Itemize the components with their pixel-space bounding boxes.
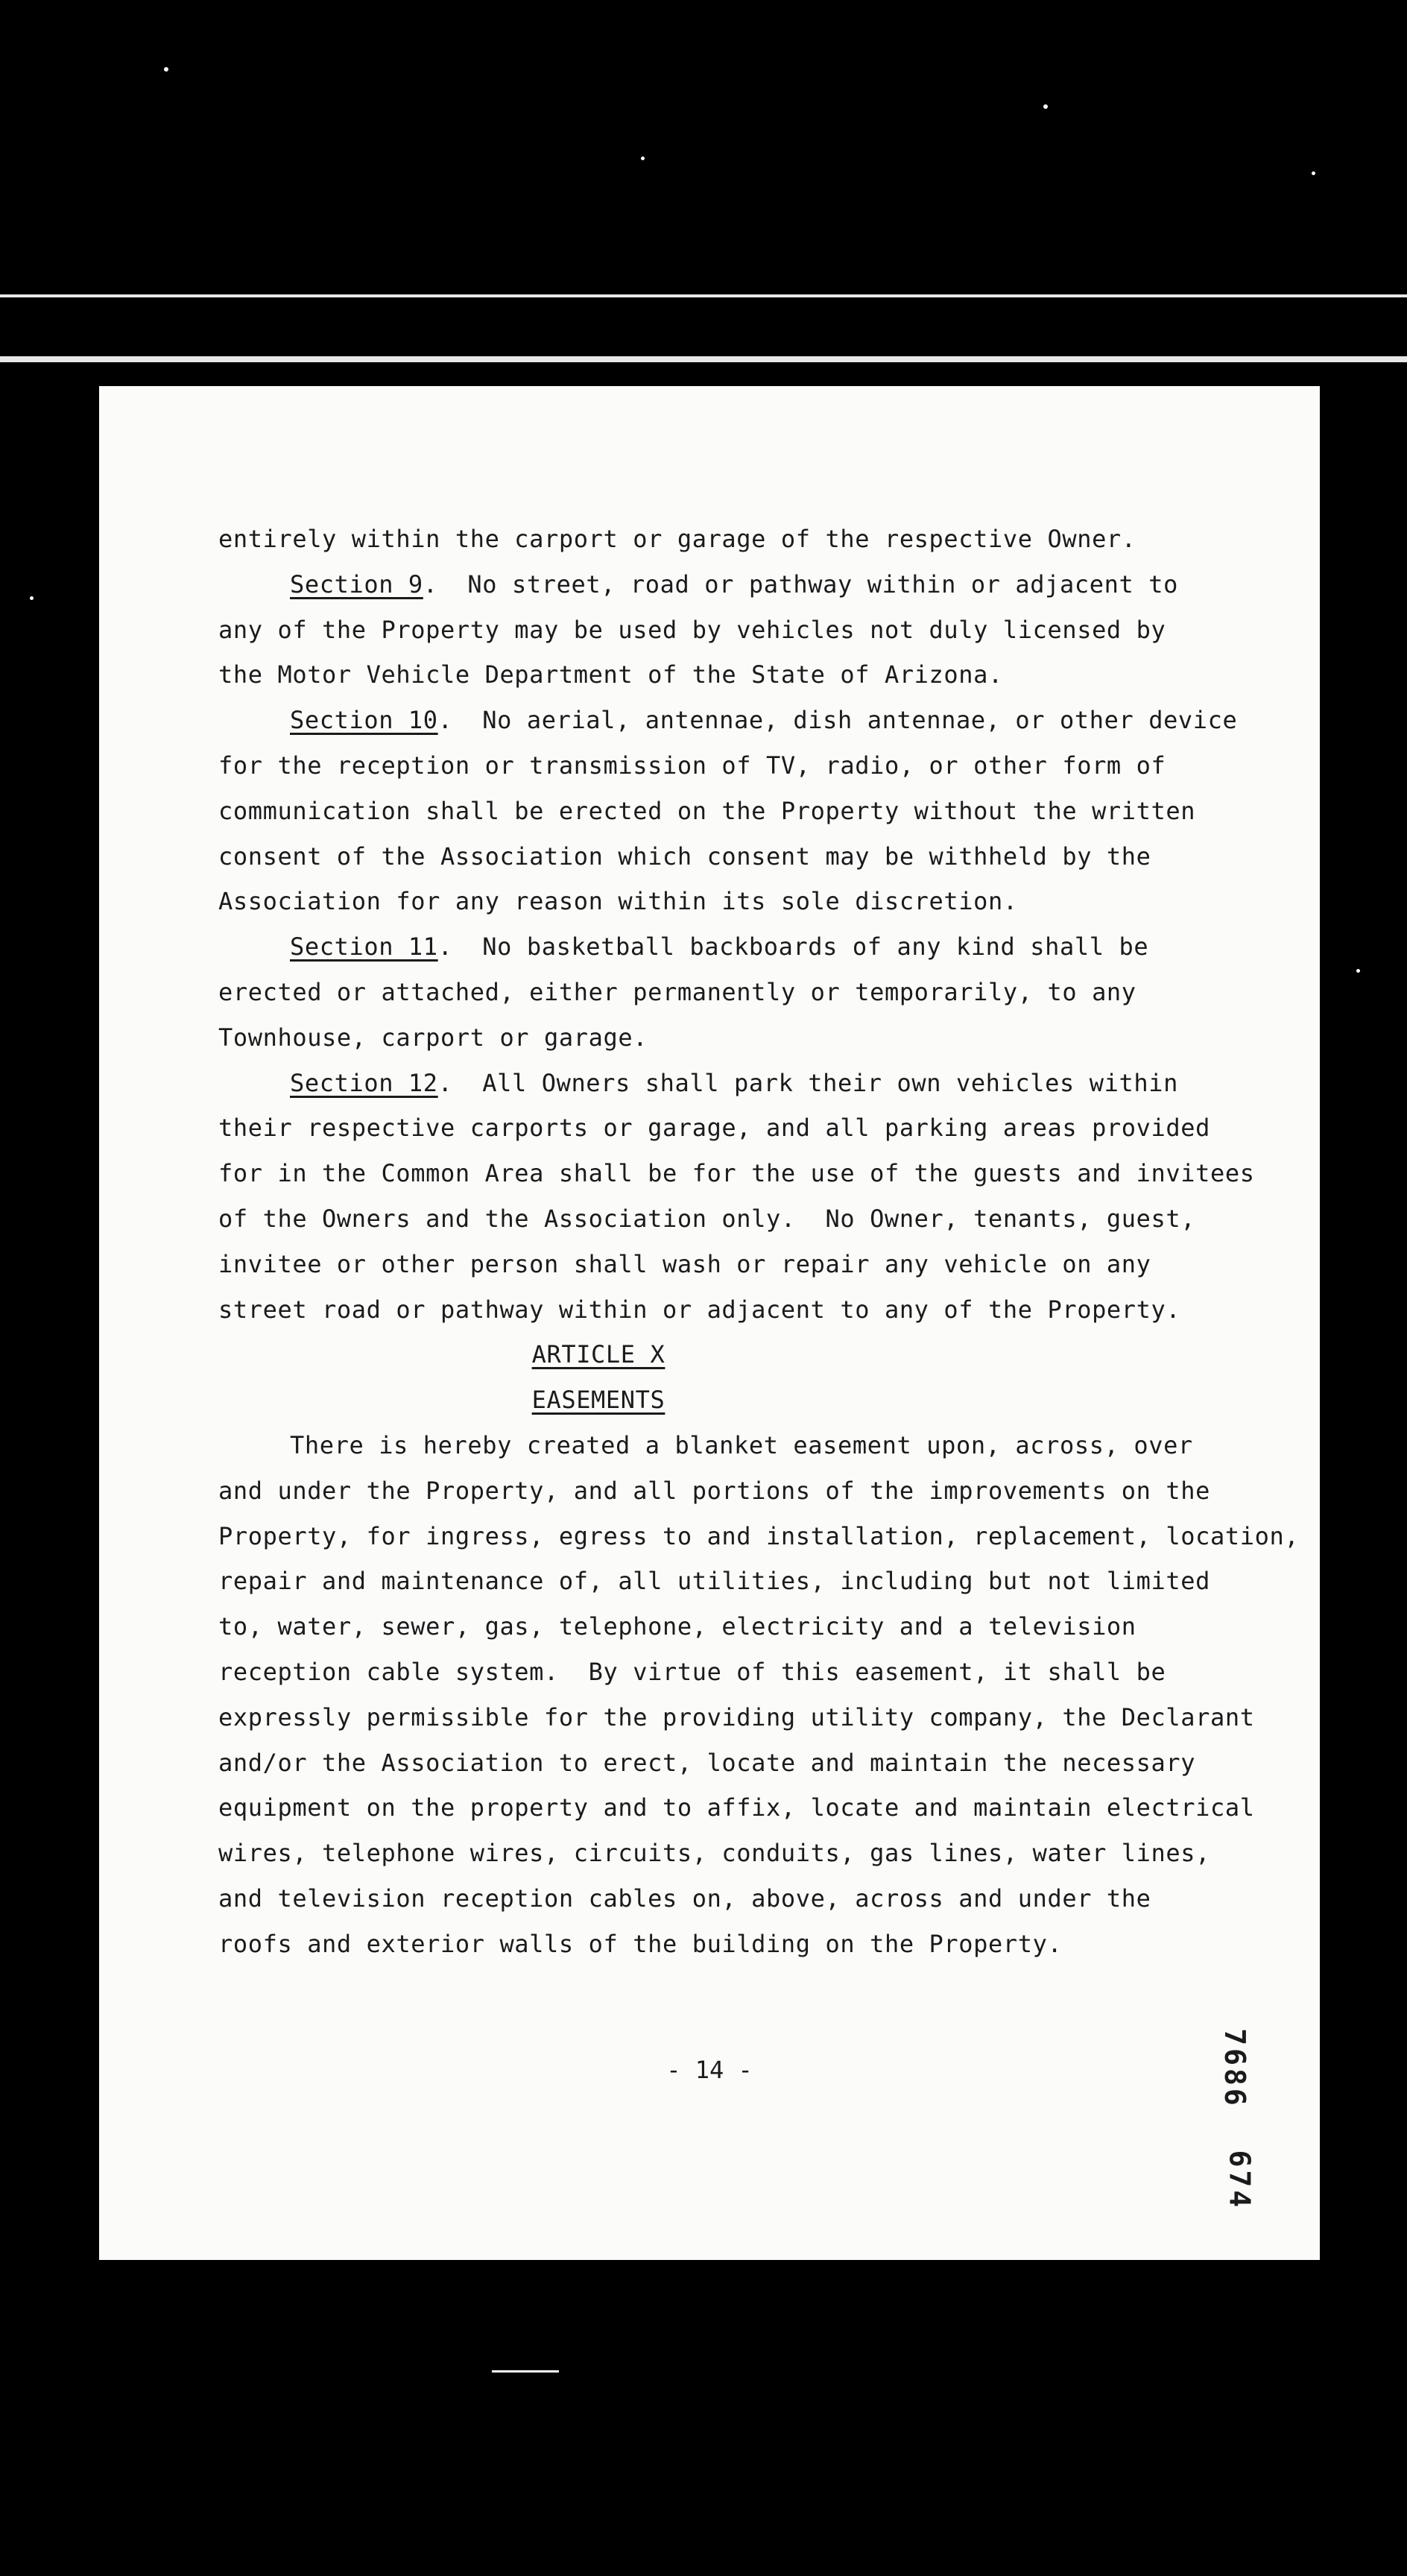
article-heading (218, 1377, 978, 1423)
text-line (218, 743, 1277, 789)
line-text: the Motor Vehicle Department of the State of Arizona. (218, 660, 1003, 689)
document-body (218, 517, 1300, 1967)
text-line (218, 1423, 1277, 1468)
line-text: expressly permissible for the providing utility company, the Declarant (218, 1702, 1255, 1731)
text-line (218, 607, 1277, 653)
text-line (218, 789, 1277, 834)
text-line (218, 970, 1277, 1015)
text-line (218, 1922, 1277, 1967)
text-line (218, 1740, 1277, 1786)
line-text: Association for any reason within its sole discretion. (218, 887, 1018, 916)
line-text: . No street, road or pathway within or adjacent to (423, 569, 1178, 599)
text-line (218, 1015, 1277, 1061)
text-line (218, 1559, 1277, 1604)
line-text: Property, for ingress, egress to and installation, replacement, location, (218, 1521, 1300, 1550)
article-heading (218, 1332, 978, 1377)
line-text: of the Owners and the Association only. No Owner, tenants, guest, (218, 1204, 1196, 1233)
line-text: invitee or other person shall wash or repair any vehicle on any (218, 1249, 1151, 1278)
text-line (218, 1695, 1277, 1740)
line-text: equipment on the property and to affix, locate and maintain electrical (218, 1793, 1255, 1822)
text-line (218, 698, 1277, 743)
section-label: Section 10 (290, 706, 438, 735)
line-text: erected or attached, either permanently or temporarily, to any (218, 977, 1136, 1006)
text-line (218, 834, 1277, 880)
text-line (218, 924, 1277, 970)
text-line (218, 1831, 1277, 1876)
text-line (218, 652, 1277, 698)
text-line (218, 1604, 1277, 1650)
line-text: There is hereby created a blanket easement upon, across, over (290, 1430, 1193, 1459)
scan-speck (164, 67, 168, 72)
scan-speck (1312, 171, 1315, 175)
line-text: any of the Property may be used by vehicles not duly licensed by (218, 615, 1166, 644)
line-text: reception cable system. By virtue of this easement, it shall be (218, 1657, 1166, 1686)
line-text: communication shall be erected on the Property without the written (218, 796, 1196, 825)
text-line (218, 1876, 1277, 1922)
section-label: Section 12 (290, 1068, 438, 1097)
page-number: - 14 - (666, 2056, 753, 2084)
heading-text: EASEMENTS (531, 1386, 665, 1415)
text-line (218, 517, 1277, 562)
line-text: to, water, sewer, gas, telephone, electricity and a television (218, 1612, 1136, 1641)
scan-speck (492, 2370, 559, 2373)
line-text: for in the Common Area shall be for the use of the guests and invitees (218, 1159, 1255, 1188)
section-label: Section 9 (290, 569, 423, 599)
text-line (218, 879, 1277, 924)
section-label: Section 11 (290, 932, 438, 962)
line-text: . All Owners shall park their own vehicles within (437, 1068, 1178, 1097)
line-text: . No basketball backboards of any kind shall be (437, 932, 1149, 962)
line-text: Townhouse, carport or garage. (218, 1023, 648, 1052)
text-line (218, 1105, 1277, 1151)
recording-stamp-page: 674 (1223, 2150, 1256, 2211)
line-text: and under the Property, and all portions of the improvements on the (218, 1476, 1210, 1505)
text-line (218, 1061, 1277, 1106)
text-line (218, 1242, 1277, 1287)
text-line (218, 562, 1277, 607)
text-line (218, 1650, 1277, 1695)
recording-stamp-book: 7686 (1218, 2028, 1251, 2109)
text-line (218, 1514, 1300, 1559)
text-line (218, 1287, 1277, 1333)
text-line (218, 1468, 1277, 1514)
line-text: repair and maintenance of, all utilities, including but not limited (218, 1567, 1210, 1596)
line-text: and television reception cables on, above, across and under the (218, 1884, 1151, 1913)
line-text: consent of the Association which consent may be withheld by the (218, 842, 1151, 871)
text-line (218, 1196, 1277, 1242)
line-text: and/or the Association to erect, locate and maintain the necessary (218, 1748, 1196, 1777)
line-text: . No aerial, antennae, dish antennae, or other device (437, 706, 1238, 735)
line-text: wires, telephone wires, circuits, conduits, gas lines, water lines, (218, 1839, 1210, 1868)
scan-edge-line (0, 294, 1407, 297)
line-text: for the reception or transmission of TV, radio, or other form of (218, 751, 1166, 780)
scan-speck (30, 596, 34, 600)
text-line (218, 1151, 1277, 1196)
scan-speck (641, 157, 645, 160)
scan-edge-line (0, 356, 1407, 362)
line-text: their respective carports or garage, and all parking areas provided (218, 1114, 1210, 1143)
line-text: roofs and exterior walls of the building on the Property. (218, 1929, 1063, 1958)
heading-text: ARTICLE X (531, 1340, 665, 1369)
line-text: entirely within the carport or garage of the respective Owner. (218, 525, 1136, 553)
document-page (99, 386, 1320, 2260)
scan-speck (1356, 969, 1360, 973)
scan-speck (1043, 104, 1048, 109)
text-line (218, 1785, 1277, 1831)
line-text: street road or pathway within or adjacent to any of the Property. (218, 1295, 1181, 1324)
